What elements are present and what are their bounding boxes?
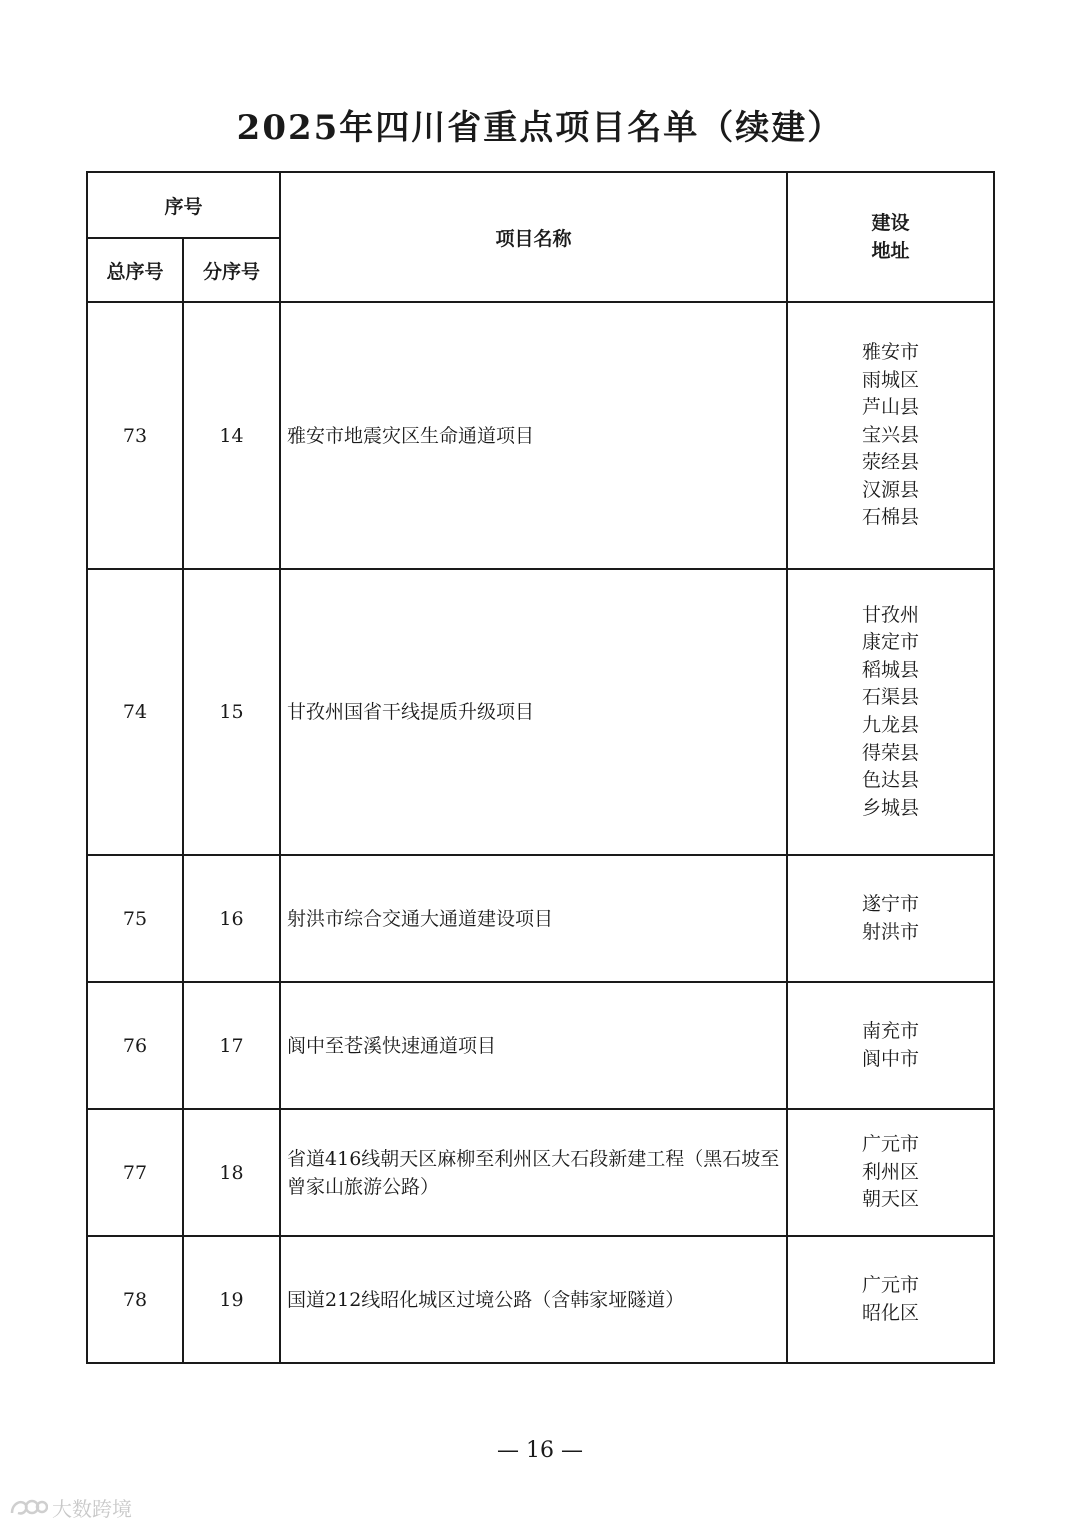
- location-line: 甘孜州: [862, 603, 920, 626]
- watermark: [8, 1492, 132, 1522]
- sub-seq-cell: 14: [183, 302, 280, 569]
- location-cell: [787, 569, 994, 855]
- location-line: 阆中市: [862, 1047, 920, 1070]
- location-line: 荥经县: [862, 451, 920, 474]
- location-line: 利州区: [862, 1160, 920, 1183]
- location-line: 乡城县: [862, 796, 920, 819]
- location-line: 射洪市: [862, 920, 920, 943]
- total-seq-cell: 77: [87, 1109, 183, 1236]
- project-name-cell: 射洪市综合交通大通道建设项目: [280, 855, 787, 982]
- location-line: 石渠县: [862, 686, 920, 709]
- project-name-cell: 省道416线朝天区麻柳至利州区大石段新建工程（黑石坡至曾家山旅游公路）: [280, 1109, 787, 1236]
- project-name-cell: 雅安市地震灾区生命通道项目: [280, 302, 787, 569]
- project-name-cell: 阆中至苍溪快速通道项目: [280, 982, 787, 1109]
- header-project-name: 项目名称: [280, 172, 787, 302]
- location-line: 汉源县: [862, 478, 920, 501]
- total-seq-cell: 73: [87, 302, 183, 569]
- sub-seq-cell: 15: [183, 569, 280, 855]
- watermark-logo-icon: [8, 1495, 48, 1519]
- location-line: 康定市: [862, 631, 920, 654]
- project-table: [86, 171, 995, 1364]
- header-total-seq: 总序号: [87, 238, 183, 302]
- page-title: 2025年四川省重点项目名单（续建）: [236, 108, 844, 148]
- location-line: 广元市: [862, 1273, 920, 1296]
- location-cell: [787, 302, 994, 569]
- location-line: 昭化区: [862, 1301, 920, 1324]
- location-line: 得荣县: [862, 741, 920, 764]
- table-row: [87, 982, 994, 1109]
- location-line: 广元市: [862, 1133, 920, 1156]
- sub-seq-cell: 16: [183, 855, 280, 982]
- location-cell: [787, 855, 994, 982]
- table-row: [87, 302, 994, 569]
- watermark-text: 大数跨境: [52, 1496, 132, 1521]
- page-number: — 16 —: [497, 1438, 583, 1463]
- project-name-cell: 国道212线昭化城区过境公路（含韩家垭隧道）: [280, 1236, 787, 1363]
- location-cell: [787, 1236, 994, 1363]
- sub-seq-cell: 18: [183, 1109, 280, 1236]
- location-line: 稻城县: [862, 658, 920, 681]
- header-seq-group: 序号: [87, 172, 280, 238]
- sub-seq-cell: 19: [183, 1236, 280, 1363]
- table-row: [87, 1236, 994, 1363]
- location-line: 色达县: [862, 769, 920, 792]
- header-sub-seq: 分序号: [183, 238, 280, 302]
- location-line: 遂宁市: [862, 892, 920, 915]
- location-line: 宝兴县: [862, 423, 920, 446]
- location-line: 雅安市: [862, 340, 920, 363]
- location-line: 九龙县: [862, 714, 920, 736]
- sub-seq-cell: 17: [183, 982, 280, 1109]
- location-line: 石棉县: [862, 506, 920, 529]
- table-row: [87, 1109, 994, 1236]
- location-line: 朝天区: [862, 1188, 920, 1211]
- project-name-cell: 甘孜州国省干线提质升级项目: [280, 569, 787, 855]
- location-cell: [787, 1109, 994, 1236]
- total-seq-cell: 74: [87, 569, 183, 855]
- table-row: [87, 855, 994, 982]
- total-seq-cell: 75: [87, 855, 183, 982]
- header-location: 建设 地址: [787, 172, 994, 302]
- location-cell: [787, 982, 994, 1109]
- location-line: 雨城区: [862, 368, 920, 391]
- location-line: 南充市: [862, 1019, 920, 1042]
- total-seq-cell: 78: [87, 1236, 183, 1363]
- location-line: 芦山县: [862, 396, 920, 419]
- total-seq-cell: 76: [87, 982, 183, 1109]
- table-row: [87, 569, 994, 855]
